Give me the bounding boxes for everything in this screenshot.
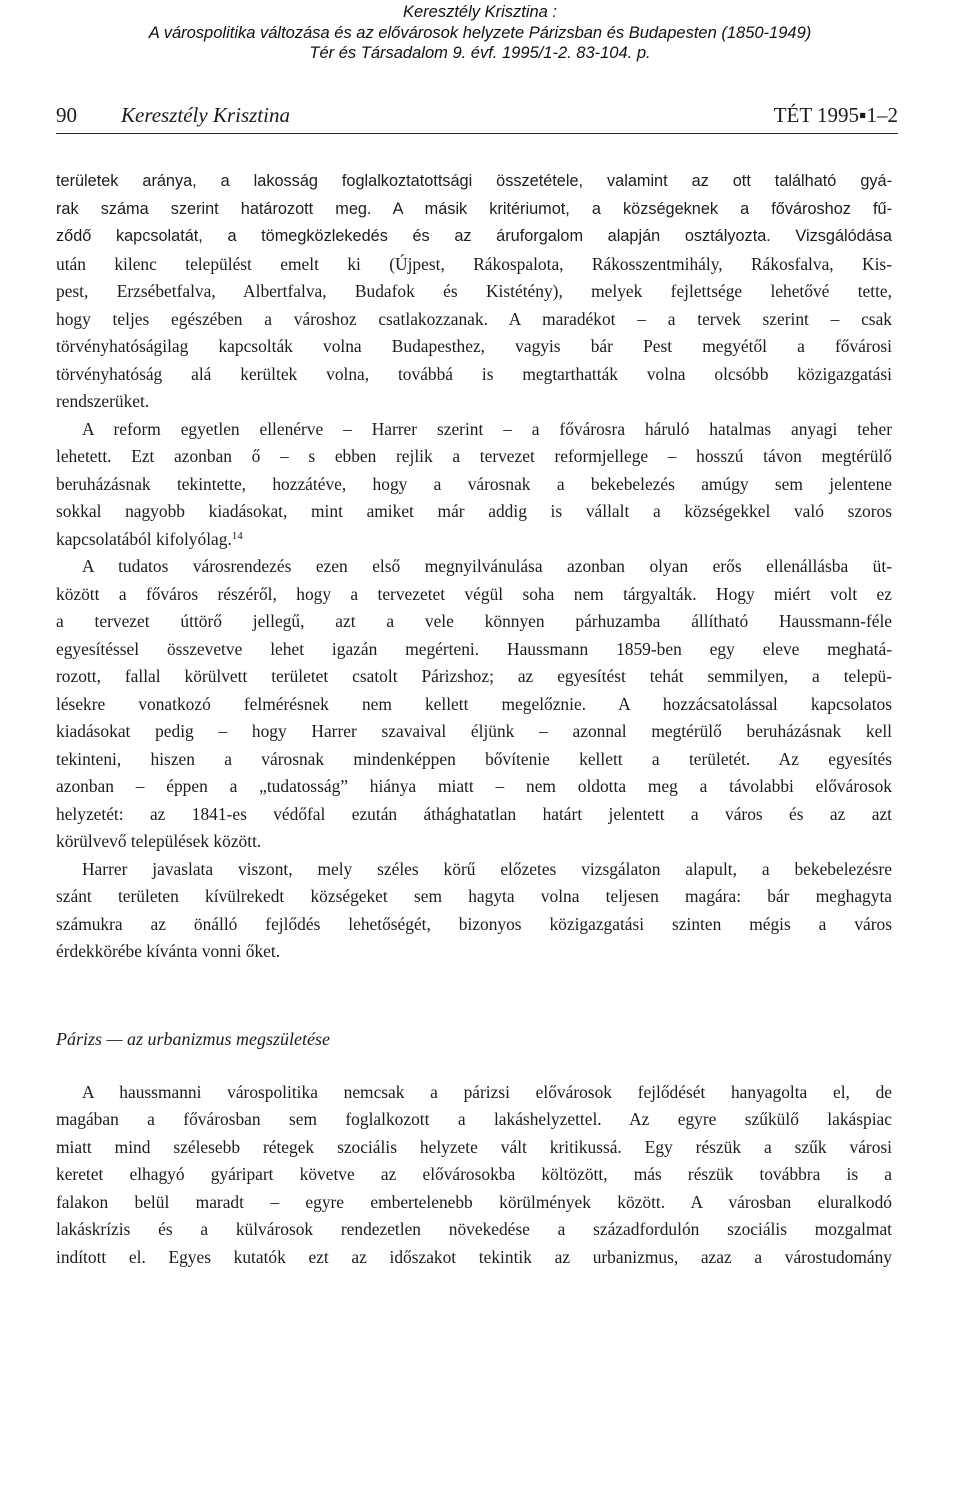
paragraph-4 (56, 856, 892, 966)
text-line: törvényhatóságilag kapcsolták volna Budapesthez, vagyis bár Pest megyétől a fővárosi (56, 336, 892, 356)
text-line: A tudatos városrendezés ezen első megnyilvánulása azonban olyan erős ellenállásba üt- (82, 556, 892, 576)
article-body (56, 168, 892, 1271)
text-line: lakáskrízis és a külvárosok rendezetlen növekedése a századfordulón szociális mozgalmat (56, 1219, 892, 1239)
text-line: lésekre vonatkozó felmérésnek nem kellett megelőznie. A hozzácsatolással kapcsolatos (56, 693, 892, 714)
text-line: indított el. Egyes kutatók ezt az időszakot tekintik az urbanizmus, azaz a várostudomány (56, 1246, 892, 1267)
text-line: körülvevő települések között. (56, 831, 262, 851)
citation-title: A várospolitika változása és az elővárosok helyzete Párizsban és Budapesten (1850-1949) (148, 23, 812, 42)
text-line: falakon belül maradt – egyre embertelenebb körülmények között. A városban eluralkodó (56, 1191, 892, 1212)
citation-author: Keresztély Krisztina : (402, 3, 558, 21)
text-line: után kilenc települést emelt ki (Újpest, Rákospalota, Rákosszentmihály, Rákosfalva, Kis- (56, 253, 892, 274)
text-line: törvényhatóság alá kerültek volna, továbbá is megtarthatták volna olcsóbb közigazgatási (56, 363, 892, 384)
text-line: lehetett. Ezt azonban ő – s ebben rejlik a tervezet reformjellege – hosszú távon megtérülő (56, 446, 892, 466)
paragraph-3 (56, 553, 892, 856)
text-line: hogy teljes egészében a városhoz csatlakozzanak. A maradékot – a tervek szerint – csak (56, 308, 892, 329)
section-paragraph (56, 1079, 892, 1272)
text-line: rendszerüket. (56, 391, 150, 411)
text-line: helyzetét: az 1841-es védőfal ezután áthághatatlan határt jelentett a város és az azt (56, 803, 892, 824)
citation-header (0, 2, 960, 64)
footnote-marker[interactable]: 14 (231, 529, 243, 542)
text-line: rak száma szerint határozott meg. A másik kritériumot, a községeknek a fővároshoz fű- (56, 199, 892, 218)
text-line: magában a fővárosban sem foglalkozott a lakáshelyzettel. Az egyre szűkülő lakáspiac (56, 1109, 892, 1129)
paragraph-2 (56, 416, 892, 554)
running-head-journal: TÉT 1995▪1–2 (773, 103, 898, 127)
paragraph-1 (56, 168, 892, 416)
text-line: érdekkörébe kívánta vonni őket. (56, 941, 281, 961)
text-line: rozott, fallal körülvett területet csatolt Párizshoz; az egyesítést tehát semmilyen, a telepü- (56, 666, 892, 686)
text-line: pest, Erzsébetfalva, Albertfalva, Budafok és Kistétény), melyek fejlettsége lehetővé tette, (56, 281, 892, 301)
text-line: számukra az önálló fejlődés lehetőségét, bizonyos közigazgatási szinten mégis a város (56, 913, 892, 934)
running-head-author: Keresztély Krisztina (121, 103, 290, 127)
text-line: beruházásnak tekintette, hozzátéve, hogy a városnak a bekebelezés amúgy sem jelentene (56, 473, 892, 494)
text-line: tekinteni, hiszen a városnak mindenképpen bővítenie kellett a területét. Az egyesítés (56, 748, 892, 769)
running-head (56, 103, 898, 134)
text-line: ződő kapcsolatát, a tömegközlekedés és az áruforgalom alapján osztályozta. Vizsgálódása (56, 227, 892, 245)
text-line: területek aránya, a lakosság foglalkoztatottsági összetétele, valamint az ott található gyá- (56, 172, 892, 190)
text-line: a tervezet úttörő jellegű, azt a vele könnyen párhuzamba állítható Haussmann-féle (56, 611, 892, 631)
text-line: azonban – éppen a „tudatosság” hiánya miatt – nem oldotta meg a távolabbi elővárosok (56, 776, 892, 796)
spacer (56, 966, 892, 1026)
text-line-content: kapcsolatából kifolyólag. (56, 528, 232, 549)
text-line: miatt mind szélesebb rétegek szociális helyzete vált kritikussá. Egy részük a szűk városi (56, 1136, 892, 1157)
spacer (56, 1053, 892, 1079)
text-line: szánt területen kívülrekedt községeket sem hagyta volna teljesen magára: bár meghagyta (56, 886, 892, 906)
section-heading: Párizs — az urbanizmus megszületése (56, 1028, 331, 1049)
text-line (56, 526, 892, 554)
text-line: egyesítéssel összevetve lehet igazán megérteni. Haussmann 1859-ben egy eleve meghatá- (56, 638, 892, 659)
text-line: keretet elhagyó gyáripart követve az elővárosokba költözött, más részük továbbra is a (56, 1164, 892, 1184)
citation-source: Tér és Társadalom 9. évf. 1995/1-2. 83-104. p. (309, 44, 651, 62)
text-line: A haussmanni várospolitika nemcsak a párizsi elővárosok fejlődését hanyagolta el, de (82, 1081, 892, 1102)
text-line: A reform egyetlen ellenérve – Harrer szerint – a fővárosra háruló hatalmas anyagi teher (82, 418, 892, 439)
text-line: kiadásokat pedig – hogy Harrer szavaival éljünk – azonnal megtérülő beruházásnak kell (56, 721, 892, 741)
page-number: 90 (56, 103, 77, 127)
text-line: sokkal nagyobb kiadásokat, mint amiket már addig is vállalt a községekkel való szoros (56, 501, 892, 521)
text-line: Harrer javaslata viszont, mely széles körű előzetes vizsgálaton alapult, a bekebelezésre (82, 858, 892, 879)
text-line: között a főváros részéről, hogy a tervezetet végül soha nem tárgyalták. Hogy miért volt ez (56, 583, 892, 604)
